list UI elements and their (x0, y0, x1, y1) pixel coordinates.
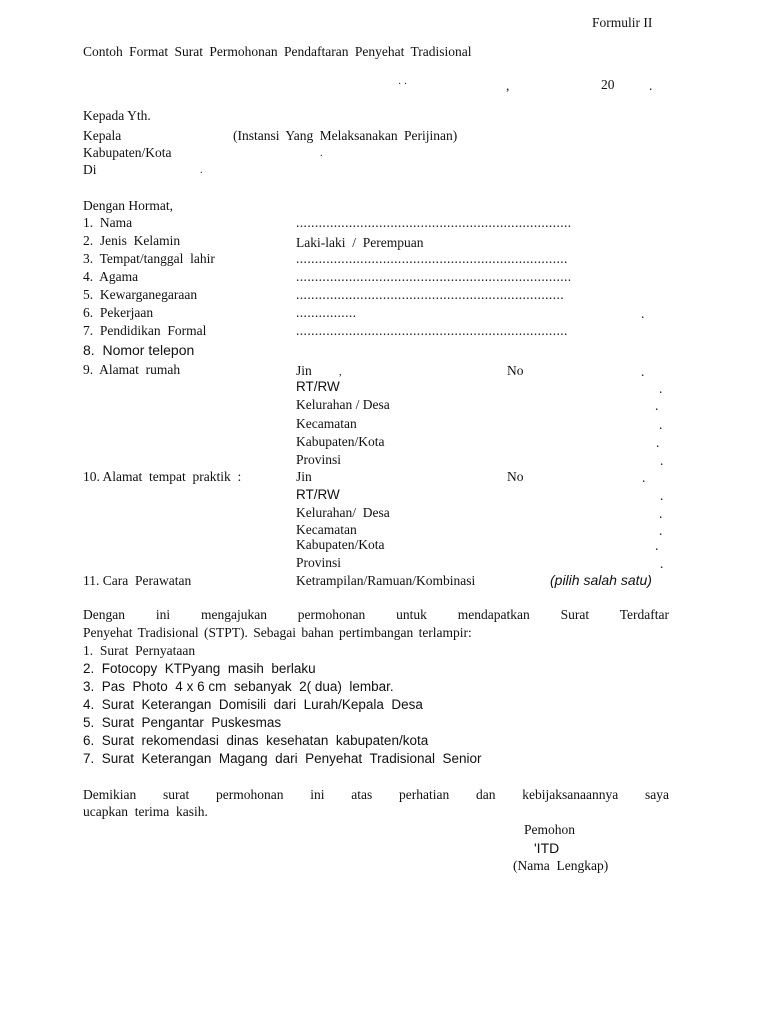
home-kabupaten-label: Kabupaten/Kota (296, 434, 385, 449)
recipient-salutation: Kepada Yth. (83, 108, 151, 123)
field-label: 8. Nomor telepon (83, 342, 195, 358)
recipient-line3-dot: . (200, 165, 203, 176)
practice-kabupaten-label: Kabupaten/Kota (296, 537, 385, 552)
home-rt-label: RT/RW (296, 379, 340, 394)
recipient-line3-label: Di (83, 162, 97, 177)
field-value: ....................................................................... (296, 287, 565, 302)
greeting: Dengan Hormat, (83, 198, 173, 213)
field-value: ......................................................................... (296, 269, 572, 284)
recipient-line1-label: Kepala (83, 128, 122, 143)
field-label: 4. Agama (83, 269, 139, 284)
field-label: 2. Jenis Kelamin (83, 233, 181, 248)
date-comma: , (506, 78, 510, 93)
signature-mark: 'ITD (534, 840, 560, 856)
practice-address-label: 10. Alamat tempat praktik : (83, 469, 242, 484)
home-kecamatan-label: Kecamatan (296, 416, 357, 431)
practice-rt-label: RT/RW (296, 487, 340, 502)
recipient-line2-dot: . (320, 148, 323, 159)
home-provinsi-label: Provinsi (296, 452, 342, 467)
date-period: . (649, 78, 653, 93)
field-label: 5. Kewarganegaraan (83, 287, 198, 302)
recipient-line2-label: Kabupaten/Kota (83, 145, 172, 160)
body-paragraph-line: Penyehat Tradisional (STPT). Sebagai bahan pertimbangan terlampir: (83, 625, 472, 640)
form-label: Formulir II (592, 15, 653, 30)
recipient-institution-note: (Instansi Yang Melaksanakan Perijinan) (233, 128, 458, 143)
field-value: ........................................................................ (296, 323, 568, 338)
signature-name: (Nama Lengkap) (513, 858, 609, 873)
treatment-value: Ketrampilan/Ramuan/Kombinasi (296, 573, 476, 588)
attachment-item: 6. Surat rekomendasi dinas kesehatan kabupaten/kota (83, 733, 429, 748)
field-value: ................ (296, 305, 357, 320)
field-value: ......................................................................... (296, 215, 572, 230)
signature-title: Pemohon (524, 822, 576, 837)
field-value: ........................................................................ (296, 251, 568, 266)
body-paragraph-line: Dengan ini mengajukan permohonan untuk mendapatkan Surat Terdaftar (83, 607, 669, 622)
practice-kelurahan-label: Kelurahan/ Desa (296, 505, 390, 520)
home-no-label: No (507, 363, 524, 378)
home-street-mark: , (339, 366, 342, 378)
treatment-note: (pilih salah satu) (550, 572, 652, 588)
closing-line: ucapkan terima kasih. (83, 804, 208, 819)
field-value: Laki-laki / Perempuan (296, 235, 424, 250)
practice-kecamatan-label: Kecamatan (296, 522, 357, 537)
field-label: 6. Pekerjaan (83, 305, 154, 320)
field-label: 7. Pendidikan Formal (83, 323, 207, 338)
practice-street-label: Jin (296, 469, 312, 484)
home-kelurahan-label: Kelurahan / Desa (296, 397, 390, 412)
attachment-item: 3. Pas Photo 4 x 6 cm sebanyak 2( dua) lembar. (83, 679, 394, 694)
date-year: 20 (601, 77, 615, 92)
practice-provinsi-label: Provinsi (296, 555, 342, 570)
attachment-item: 2. Fotocopy KTPyang masih berlaku (83, 661, 316, 676)
attachment-item: 1. Surat Pernyataan (83, 643, 196, 658)
home-street-label: Jin (296, 363, 312, 378)
page-title: Contoh Format Surat Permohonan Pendaftaran Penyehat Tradisional (83, 44, 472, 59)
field-label: 1. Nama (83, 215, 133, 230)
field-label: 3. Tempat/tanggal lahir (83, 251, 215, 266)
attachment-item: 5. Surat Pengantar Puskesmas (83, 715, 282, 730)
home-address-label: 9. Alamat rumah (83, 362, 181, 377)
treatment-label: 11. Cara Perawatan (83, 573, 192, 588)
practice-no-label: No (507, 469, 524, 484)
closing-line: Demikian surat permohonan ini atas perhatian dan kebijaksanaannya saya (83, 787, 669, 802)
date-dots: · · (398, 79, 408, 90)
attachment-item: 7. Surat Keterangan Magang dari Penyehat Tradisional Senior (83, 751, 482, 766)
field-trail-dot: . (641, 306, 645, 321)
attachment-item: 4. Surat Keterangan Domisili dari Lurah/Kepala Desa (83, 697, 423, 712)
